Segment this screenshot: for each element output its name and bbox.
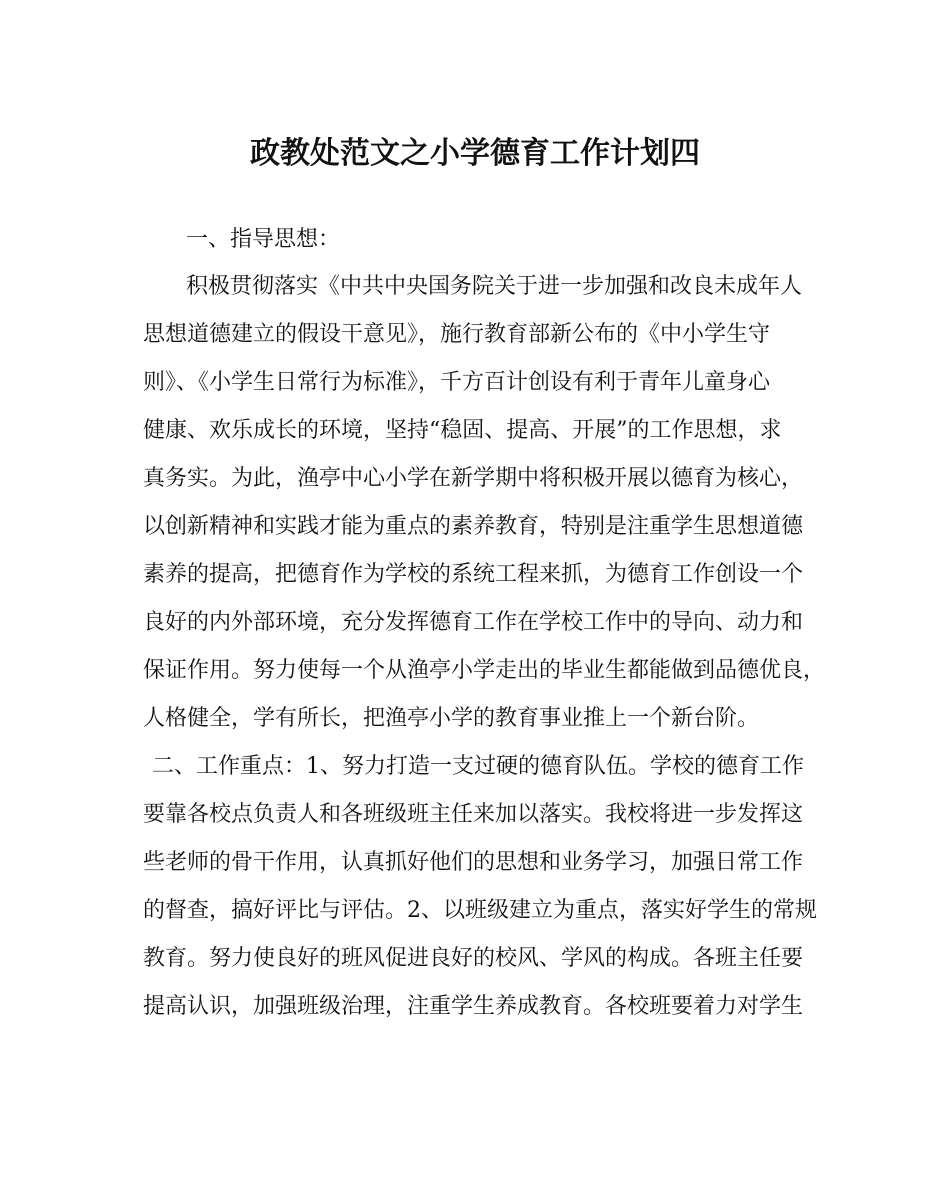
paragraph-line: 要靠各校点负责人和各班级班主任来加以落实。我校将进一步发挥这	[143, 802, 804, 827]
paragraph-line: 提高认识，加强班级治理，注重学生养成教育。各校班要着力对学生	[143, 994, 804, 1019]
paragraph-line: 保证作用。努力使每一个从渔亭小学走出的毕业生都能做到品德优良，	[143, 658, 826, 683]
paragraph-line: 思想道德建立的假设干意见》，施行教育部新公布的《中小学生守	[143, 322, 771, 347]
paragraph-line: 人格健全，学有所长，把渔亭小学的教育事业推上一个新台阶。	[143, 706, 760, 731]
paragraph-line: 健康、欢乐成长的环境，坚持“稳固、提高、开展”的工作思想，求	[143, 418, 782, 443]
paragraph-line: 真务实。为此，渔亭中心小学在新学期中将积极开展以德育为核心，	[143, 466, 804, 491]
paragraph-line: 以创新精神和实践才能为重点的素养教育，特别是注重学生思想道德	[143, 514, 804, 539]
section-heading: 一、指导思想：	[186, 227, 341, 252]
paragraph-line: 的督查，搞好评比与评估。2、以班级建立为重点，落实好学生的常规	[143, 898, 817, 923]
paragraph-line: 则》、《小学生日常行为标准》，千方百计创设有利于青年儿童身心	[143, 370, 771, 395]
paragraph-line: 素养的提高，把德育作为学校的系统工程来抓，为德育工作创设一个	[143, 562, 804, 587]
paragraph-line: 些老师的骨干作用，认真抓好他们的思想和业务学习，加强日常工作	[143, 850, 804, 875]
paragraph-line: 良好的内外部环境，充分发挥德育工作在学校工作中的导向、动力和	[143, 610, 804, 635]
paragraph-line: 积极贯彻落实《中共中央国务院关于进一步加强和改良未成年人	[186, 274, 803, 299]
document-title: 政教处范文之小学德育工作计划四	[250, 136, 700, 171]
paragraph-line: 教育。努力使良好的班风促进良好的校风、学风的构成。各班主任要	[143, 946, 804, 971]
section-heading: 二、工作重点：1、努力打造一支过硬的德育队伍。学校的德育工作	[152, 754, 804, 779]
